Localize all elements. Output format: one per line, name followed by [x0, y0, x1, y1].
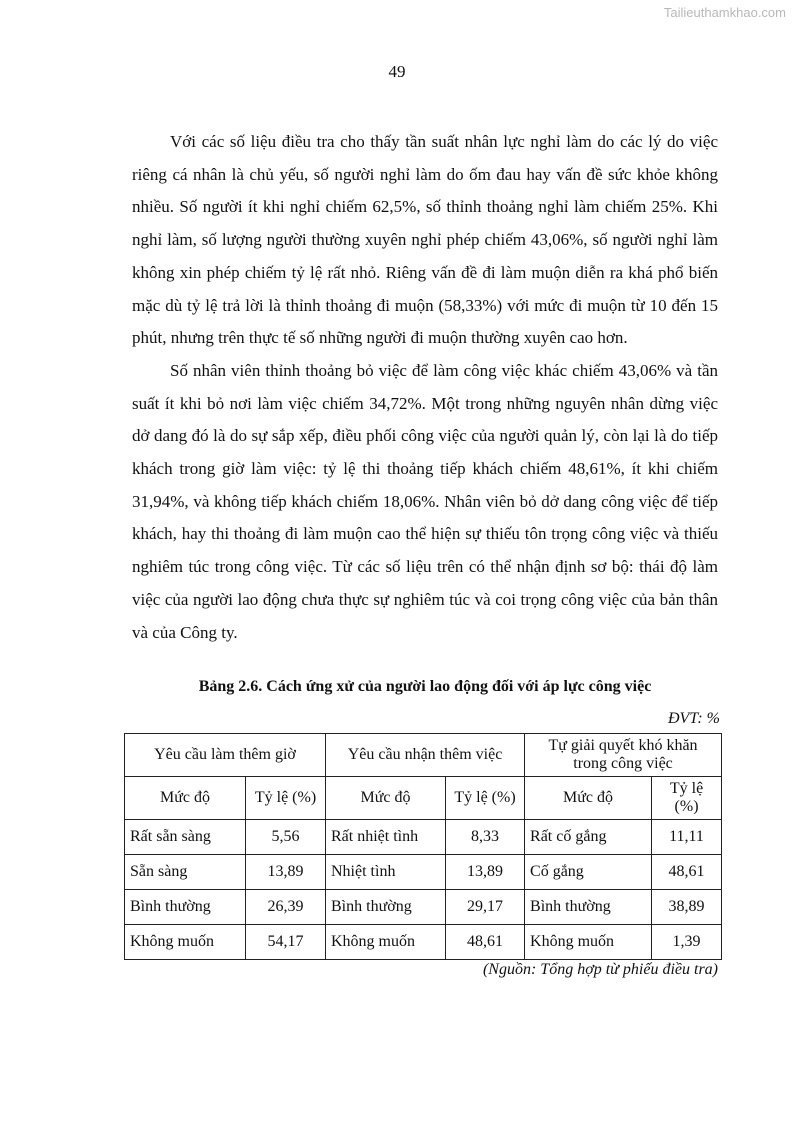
table-cell: Rất sẵn sàng [125, 820, 246, 855]
table-cell: Không muốn [326, 925, 446, 960]
table-row [125, 855, 722, 890]
table-cell: Bình thường [125, 890, 246, 925]
table-cell: 1,39 [652, 925, 722, 960]
table-cell: Bình thường [326, 890, 446, 925]
table-row [125, 890, 722, 925]
table-cell: Sẵn sàng [125, 855, 246, 890]
table-cell: 13,89 [446, 855, 525, 890]
sub-header-ratio: Tỷ lệ (%) [246, 777, 326, 820]
table-source: (Nguồn: Tổng hợp từ phiếu điều tra) [482, 961, 718, 978]
group-header: Tự giải quyết khó khăn trong công việc [525, 734, 722, 777]
table-cell: 38,89 [652, 890, 722, 925]
table-cell: 54,17 [246, 925, 326, 960]
behavior-table [124, 733, 722, 960]
paragraph: Số nhân viên thỉnh thoảng bỏ việc để làm công việc khác chiếm 43,06% và tần suất ít khi bỏ nơi làm việc chiếm 34,72%. Một trong những nguyên nhân dừng việc dở dang đó là do sự sắp xếp, điều phối công việc của người quản lý, còn lại là do tiếp khách trong giờ làm việc: tỷ lệ thi thoảng tiếp khách chiếm 48,61%, ít khi chiếm 31,94%, và không tiếp khách chiếm 18,06%. Nhân viên bỏ dở dang công việc để tiếp khách, hay thi thoảng đi làm muộn cao thể hiện sự thiếu tôn trọng công việc và thiếu nghiêm túc trong công việc. Từ các số liệu trên có thể nhận định sơ bộ: thái độ làm việc của người lao động chưa thực sự nghiêm túc và coi trọng công việc của bản thân và của Công ty. [132, 360, 718, 642]
body-text [132, 126, 718, 649]
group-header: Yêu cầu làm thêm giờ [125, 734, 326, 777]
table-cell: Bình thường [525, 890, 652, 925]
table-cell: Cố gắng [525, 855, 652, 890]
table-row [125, 820, 722, 855]
table-cell: Nhiệt tình [326, 855, 446, 890]
table-cell: Rất nhiệt tình [326, 820, 446, 855]
table-cell: Rất cố gắng [525, 820, 652, 855]
page-number: 49 [388, 62, 406, 81]
group-header: Yêu cầu nhận thêm việc [326, 734, 525, 777]
table-row [125, 925, 722, 960]
watermark: Tailieuthamkhao.com [663, 5, 786, 20]
sub-header-ratio: Tỷ lệ (%) [446, 777, 525, 820]
sub-header-level: Mức độ [125, 777, 246, 820]
table-cell: Không muốn [125, 925, 246, 960]
table-sub-header [125, 777, 722, 820]
sub-header-level: Mức độ [326, 777, 446, 820]
table-cell: 26,39 [246, 890, 326, 925]
table-cell: 29,17 [446, 890, 525, 925]
table-cell: Không muốn [525, 925, 652, 960]
sub-header-ratio: Tỷ lệ (%) [652, 777, 722, 820]
table-cell: 11,11 [652, 820, 722, 855]
table-cell: 48,61 [446, 925, 525, 960]
table-unit: ĐVT: % [668, 710, 720, 727]
table-cell: 8,33 [446, 820, 525, 855]
table-cell: 13,89 [246, 855, 326, 890]
sub-header-level: Mức độ [525, 777, 652, 820]
table-cell: 48,61 [652, 855, 722, 890]
table-cell: 5,56 [246, 820, 326, 855]
table-group-header [125, 734, 722, 777]
table-caption: Bảng 2.6. Cách ứng xử của người lao động đối với áp lực công việc [198, 678, 652, 695]
paragraph: Với các số liệu điều tra cho thấy tần suất nhân lực nghỉ làm do các lý do việc riêng cá nhân là chủ yếu, số người nghỉ làm do ốm đau hay vấn đề sức khỏe không nhiều. Số người ít khi nghỉ chiếm 62,5%, số thỉnh thoảng nghỉ làm chiếm 25%. Khi nghỉ làm, số lượng người thường xuyên nghỉ phép chiếm 43,06%, số người nghỉ làm không xin phép chiếm tỷ lệ rất nhỏ. Riêng vấn đề đi làm muộn diễn ra khá phổ biến mặc dù tỷ lệ trả lời là thỉnh thoảng đi muộn (58,33%) với mức đi muộn từ 10 đến 15 phút, nhưng trên thực tế số những người đi muộn thường xuyên cao hơn. [132, 132, 718, 348]
